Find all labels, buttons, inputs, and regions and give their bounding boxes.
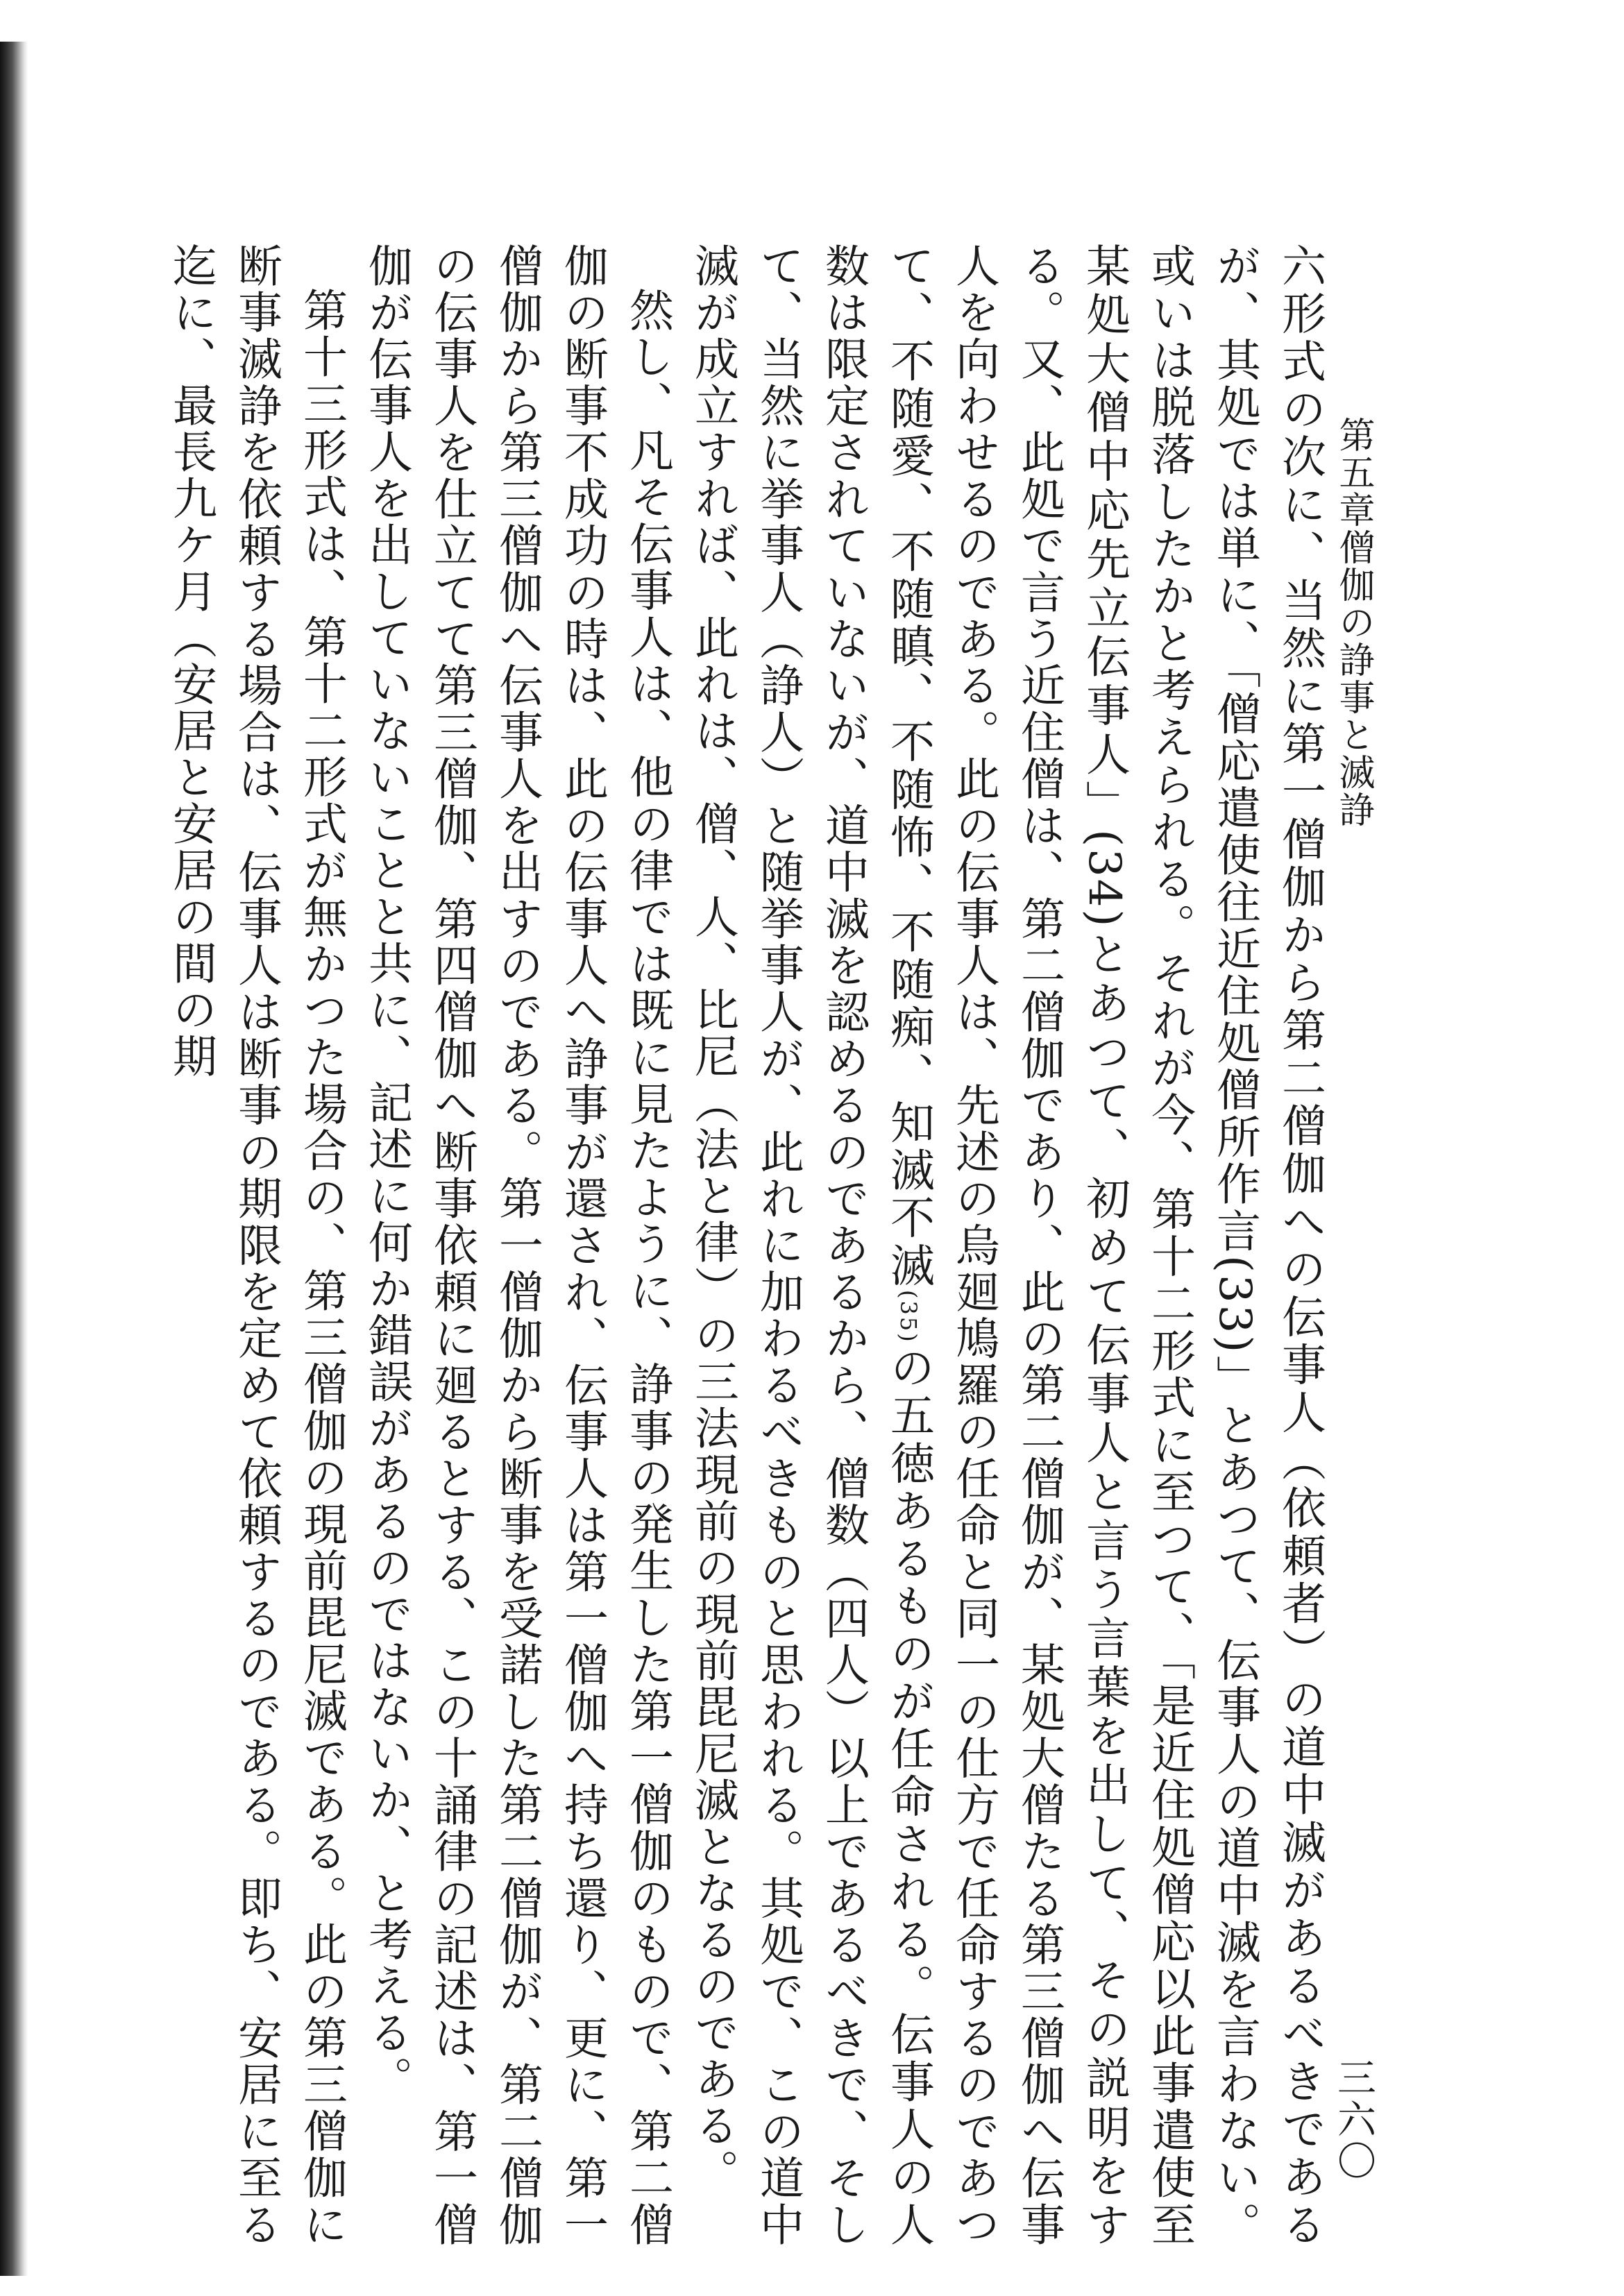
page-number: 三六〇 — [1331, 2057, 1376, 2182]
paragraph: 然し、凡そ伝事人は、他の律では既に見たように、諍事の発生した第一僧伽のもので、第二僧伽の断事不成功の時は、此の伝事人へ諍事が還され、伝事人は第一僧伽へ持ち還り、更に、第一僧伽から第三僧伽へ伝事人を出すのである。第一僧伽から断事を受諾した第二僧伽が、第二僧伽の伝事人を仕立てて第三僧伽、第四僧伽へ断事依頼に廻るとする、この十誦律の記述は、第一僧伽が伝事人を出していないことと共に、記述に何か錯誤があるのではないか、と考える。 — [361, 243, 673, 2248]
running-head — [1329, 416, 1378, 902]
footnote-ref: (35) — [895, 1290, 922, 1344]
paragraph: 六形式の次に、当然に第一僧伽から第二僧伽への伝事人（依頼者）の道中滅があるべきであるが、其処では単に、「僧応遣使往近住処僧所作言(33)」とあつて、伝事人の道中滅を言わない。或いは脱落したかと考えられる。それが今、第十二形式に至つて、「是近住処僧応以此事遣使至某処大僧中応先立伝事人」(34)とあつて、初めて伝事人と言う言葉を出して、その説明をする。又、此処で言う近住僧は、第二僧伽であり、此の第二僧伽が、某処大僧たる第三僧伽へ伝事人を向わせるのである。此の伝事人は、先述の烏廻鳩羅の任命と同一の仕方で任命するのであつて、不随愛、不随瞋、不随怖、不随痴、知滅不滅(35)の五徳あるものが任命される。伝事人の人数は限定されていないが、道中滅を認めるのであるから、僧数（四人）以上であるべきで、そして、当然に挙事人（諍人）と随挙事人が、此れに加わるべきものと思われる。其処で、この道中滅が成立すれば、此れは、僧、人、比尼（法と律）の三法現前の現前毘尼滅となるのである。 — [687, 243, 1326, 2249]
chapter-number: 第五章 — [1333, 416, 1374, 529]
chapter-title: 僧伽の諍事と滅諍 — [1333, 529, 1374, 828]
book-binding-shadow — [0, 42, 28, 2276]
paragraph: 第十三形式は、第十二形式が無かつた場合の、第三僧伽の現前毘尼滅である。此の第三僧伽に断事滅諍を依頼する場合は、伝事人は断事の期限を定めて依頼するのである。即ち、安居に至る迄に、最長九ケ月（安居と安居の間の期 — [165, 243, 347, 2248]
body-text — [165, 243, 1333, 2249]
